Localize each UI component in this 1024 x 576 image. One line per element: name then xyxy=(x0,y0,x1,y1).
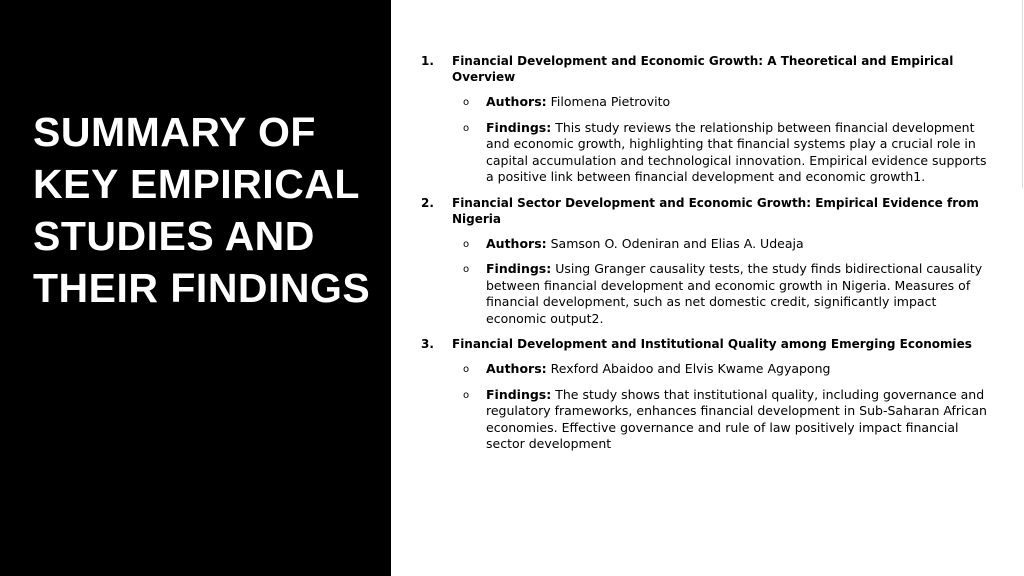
study-findings xyxy=(463,119,996,186)
study-number: 1. xyxy=(421,54,434,68)
findings-label: Findings: xyxy=(486,119,552,135)
study-item-2 xyxy=(421,195,996,328)
bullet-circle-icon: o xyxy=(463,238,470,250)
study-title: Financial Development and Institutional Quality among Emerging Economies xyxy=(452,337,972,351)
slide-title: SUMMARY OF KEY EMPIRICAL STUDIES AND THEIR FINDINGS xyxy=(33,109,371,311)
authors-label: Authors: xyxy=(486,361,547,376)
authors-value: Filomena Pietrovito xyxy=(550,94,671,109)
title-panel xyxy=(0,0,391,576)
findings-value: This study reviews the relationship between financial development and economic growth, highlighting that financial systems play a crucial role in capital accumulation and technological innovation. Empirical evidence supports a positive link between financial development and economic growth1. xyxy=(486,119,987,184)
authors-label: Authors: xyxy=(486,94,547,109)
bullet-circle-icon: o xyxy=(463,364,470,375)
findings-label: Findings: xyxy=(486,261,552,276)
bullet-circle-icon: o xyxy=(463,264,470,275)
study-authors xyxy=(463,361,996,378)
study-number: 2. xyxy=(421,195,434,210)
study-number: 3. xyxy=(421,337,434,351)
studies-list xyxy=(421,53,996,462)
study-item-3 xyxy=(421,336,996,453)
study-findings xyxy=(463,386,996,453)
authors-value: Rexford Abaidoo and Elvis Kwame Agyapong xyxy=(550,361,831,376)
study-authors xyxy=(463,94,996,111)
authors-value: Samson O. Odeniran and Elias A. Udeaja xyxy=(550,235,804,251)
bullet-circle-icon: o xyxy=(463,389,470,401)
study-authors xyxy=(463,235,996,253)
study-findings xyxy=(463,261,996,327)
study-title: Financial Sector Development and Economic Growth: Empirical Evidence from Nigeria xyxy=(452,195,979,226)
edge-divider xyxy=(1022,0,1023,188)
bullet-circle-icon: o xyxy=(463,122,470,134)
study-item-1 xyxy=(421,53,996,186)
bullet-circle-icon: o xyxy=(463,97,470,108)
authors-label: Authors: xyxy=(486,235,547,251)
findings-value: Using Granger causality tests, the study finds bidirectional causality between financial development and economic growth in Nigeria. Measures of financial development, such as net domestic credit, significantly impact economic output2. xyxy=(486,261,983,326)
findings-label: Findings: xyxy=(486,386,552,402)
study-title: Financial Development and Economic Growth: A Theoretical and Empirical Overview xyxy=(452,54,954,84)
findings-value: The study shows that institutional quality, including governance and regulatory frameworks, enhances financial development in Sub-Saharan African economies. Effective governance and rule of law positively impact financial sector development xyxy=(486,386,987,451)
